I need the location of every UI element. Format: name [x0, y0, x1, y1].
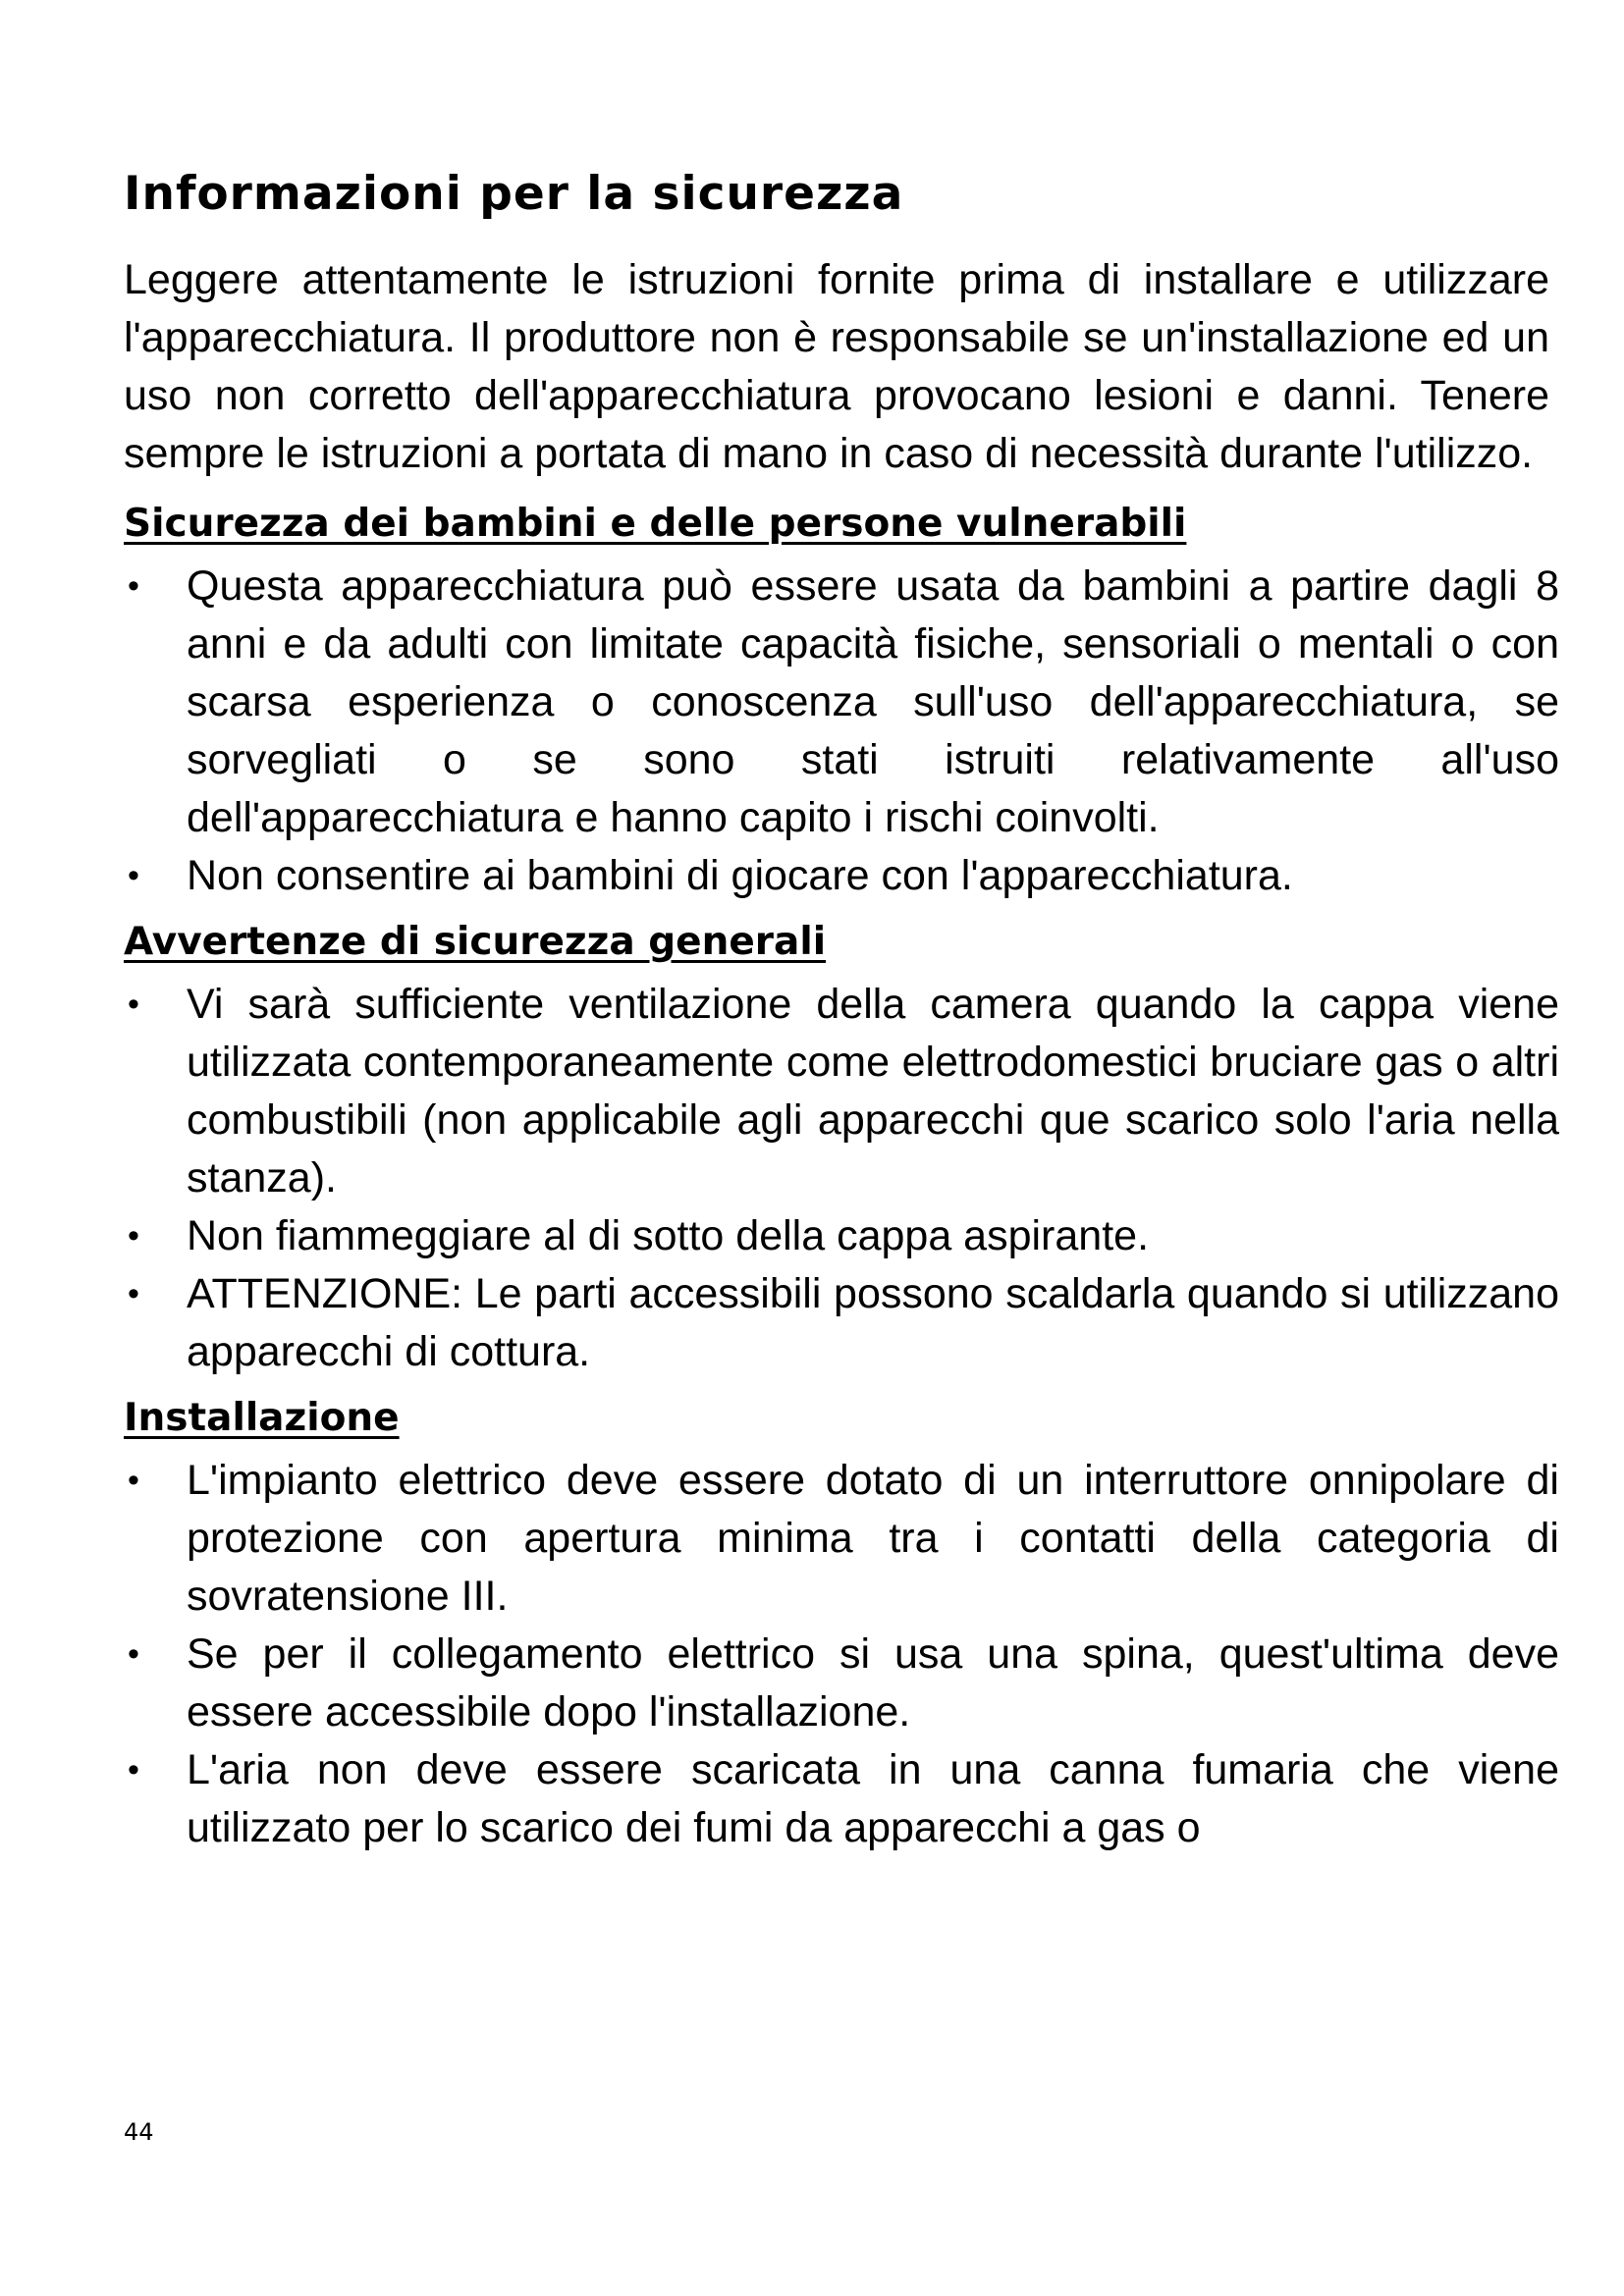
bullet-icon: • — [128, 1275, 139, 1312]
list-item — [124, 1265, 1559, 1381]
page-number: 44 — [124, 2118, 154, 2146]
list-item — [124, 1626, 1559, 1741]
list-item-text: Non consentire ai bambini di giocare con l'apparecchiatura. — [187, 852, 1293, 899]
list-item — [124, 1741, 1559, 1857]
bullet-icon: • — [128, 567, 139, 605]
section-heading-general-safety: Avvertenze di sicurezza generali — [124, 920, 827, 964]
bullet-icon: • — [128, 1751, 139, 1789]
section-heading-children-safety: Sicurezza dei bambini e delle persone vulnerabili — [124, 502, 1187, 546]
bullet-icon: • — [128, 1217, 139, 1255]
bullet-icon: • — [128, 1635, 139, 1673]
document-page — [124, 165, 1557, 1861]
list-item-text: ATTENZIONE: Le parti accessibili possono scaldarla quando si utilizzano apparecchi di cottura. — [187, 1270, 1559, 1375]
list-item-text: Vi sarà sufficiente ventilazione della camera quando la cappa viene utilizzata contemporaneamente come elettrodomestici bruciare gas o altri combustibili (non applicabile agli apparecchi que scarico solo l'aria nella stanza). — [187, 981, 1559, 1201]
section-heading-installation: Installazione — [124, 1396, 400, 1440]
list-item — [124, 1207, 1559, 1265]
children-safety-list — [124, 558, 1557, 905]
general-safety-list — [124, 976, 1557, 1381]
page-title: Informazioni per la sicurezza — [124, 167, 904, 221]
list-item — [124, 558, 1559, 847]
list-item-text: L'aria non deve essere scaricata in una canna fumaria che viene utilizzato per lo scarico dei fumi da apparecchi a gas o — [187, 1746, 1559, 1851]
list-item — [124, 1452, 1559, 1626]
intro-paragraph: Leggere attentamente le istruzioni fornite prima di installare e utilizzare l'apparecchiatura. Il produttore non è responsabile se un'installazione ed un uso non corretto dell'apparecchiatura provocano lesioni e danni. Tenere sempre le istruzioni a portata di mano in caso di necessità durante l'utilizzo. — [124, 256, 1549, 477]
list-item-text: Non fiammeggiare al di sotto della cappa aspirante. — [187, 1212, 1150, 1259]
list-item-text: Se per il collegamento elettrico si usa una spina, quest'ultima deve essere accessibile dopo l'installazione. — [187, 1630, 1559, 1735]
list-item — [124, 976, 1559, 1207]
list-item-text: L'impianto elettrico deve essere dotato di un interruttore onnipolare di protezione con apertura minima tra i contatti della categoria di sovratensione III. — [187, 1457, 1559, 1620]
bullet-icon: • — [128, 1462, 139, 1499]
list-item — [124, 847, 1559, 905]
bullet-icon: • — [128, 857, 139, 894]
bullet-icon: • — [128, 986, 139, 1023]
installation-list — [124, 1452, 1557, 1857]
list-item-text: Questa apparecchiatura può essere usata da bambini a partire dagli 8 anni e da adulti con limitate capacità fisiche, sensoriali o mentali o con scarsa esperienza o conoscenza sull'uso dell'apparecchiatura, se sorvegliati o se sono stati istruiti relativamente all'uso dell'apparecchiatura e hanno capito i rischi coinvolti. — [187, 562, 1559, 841]
